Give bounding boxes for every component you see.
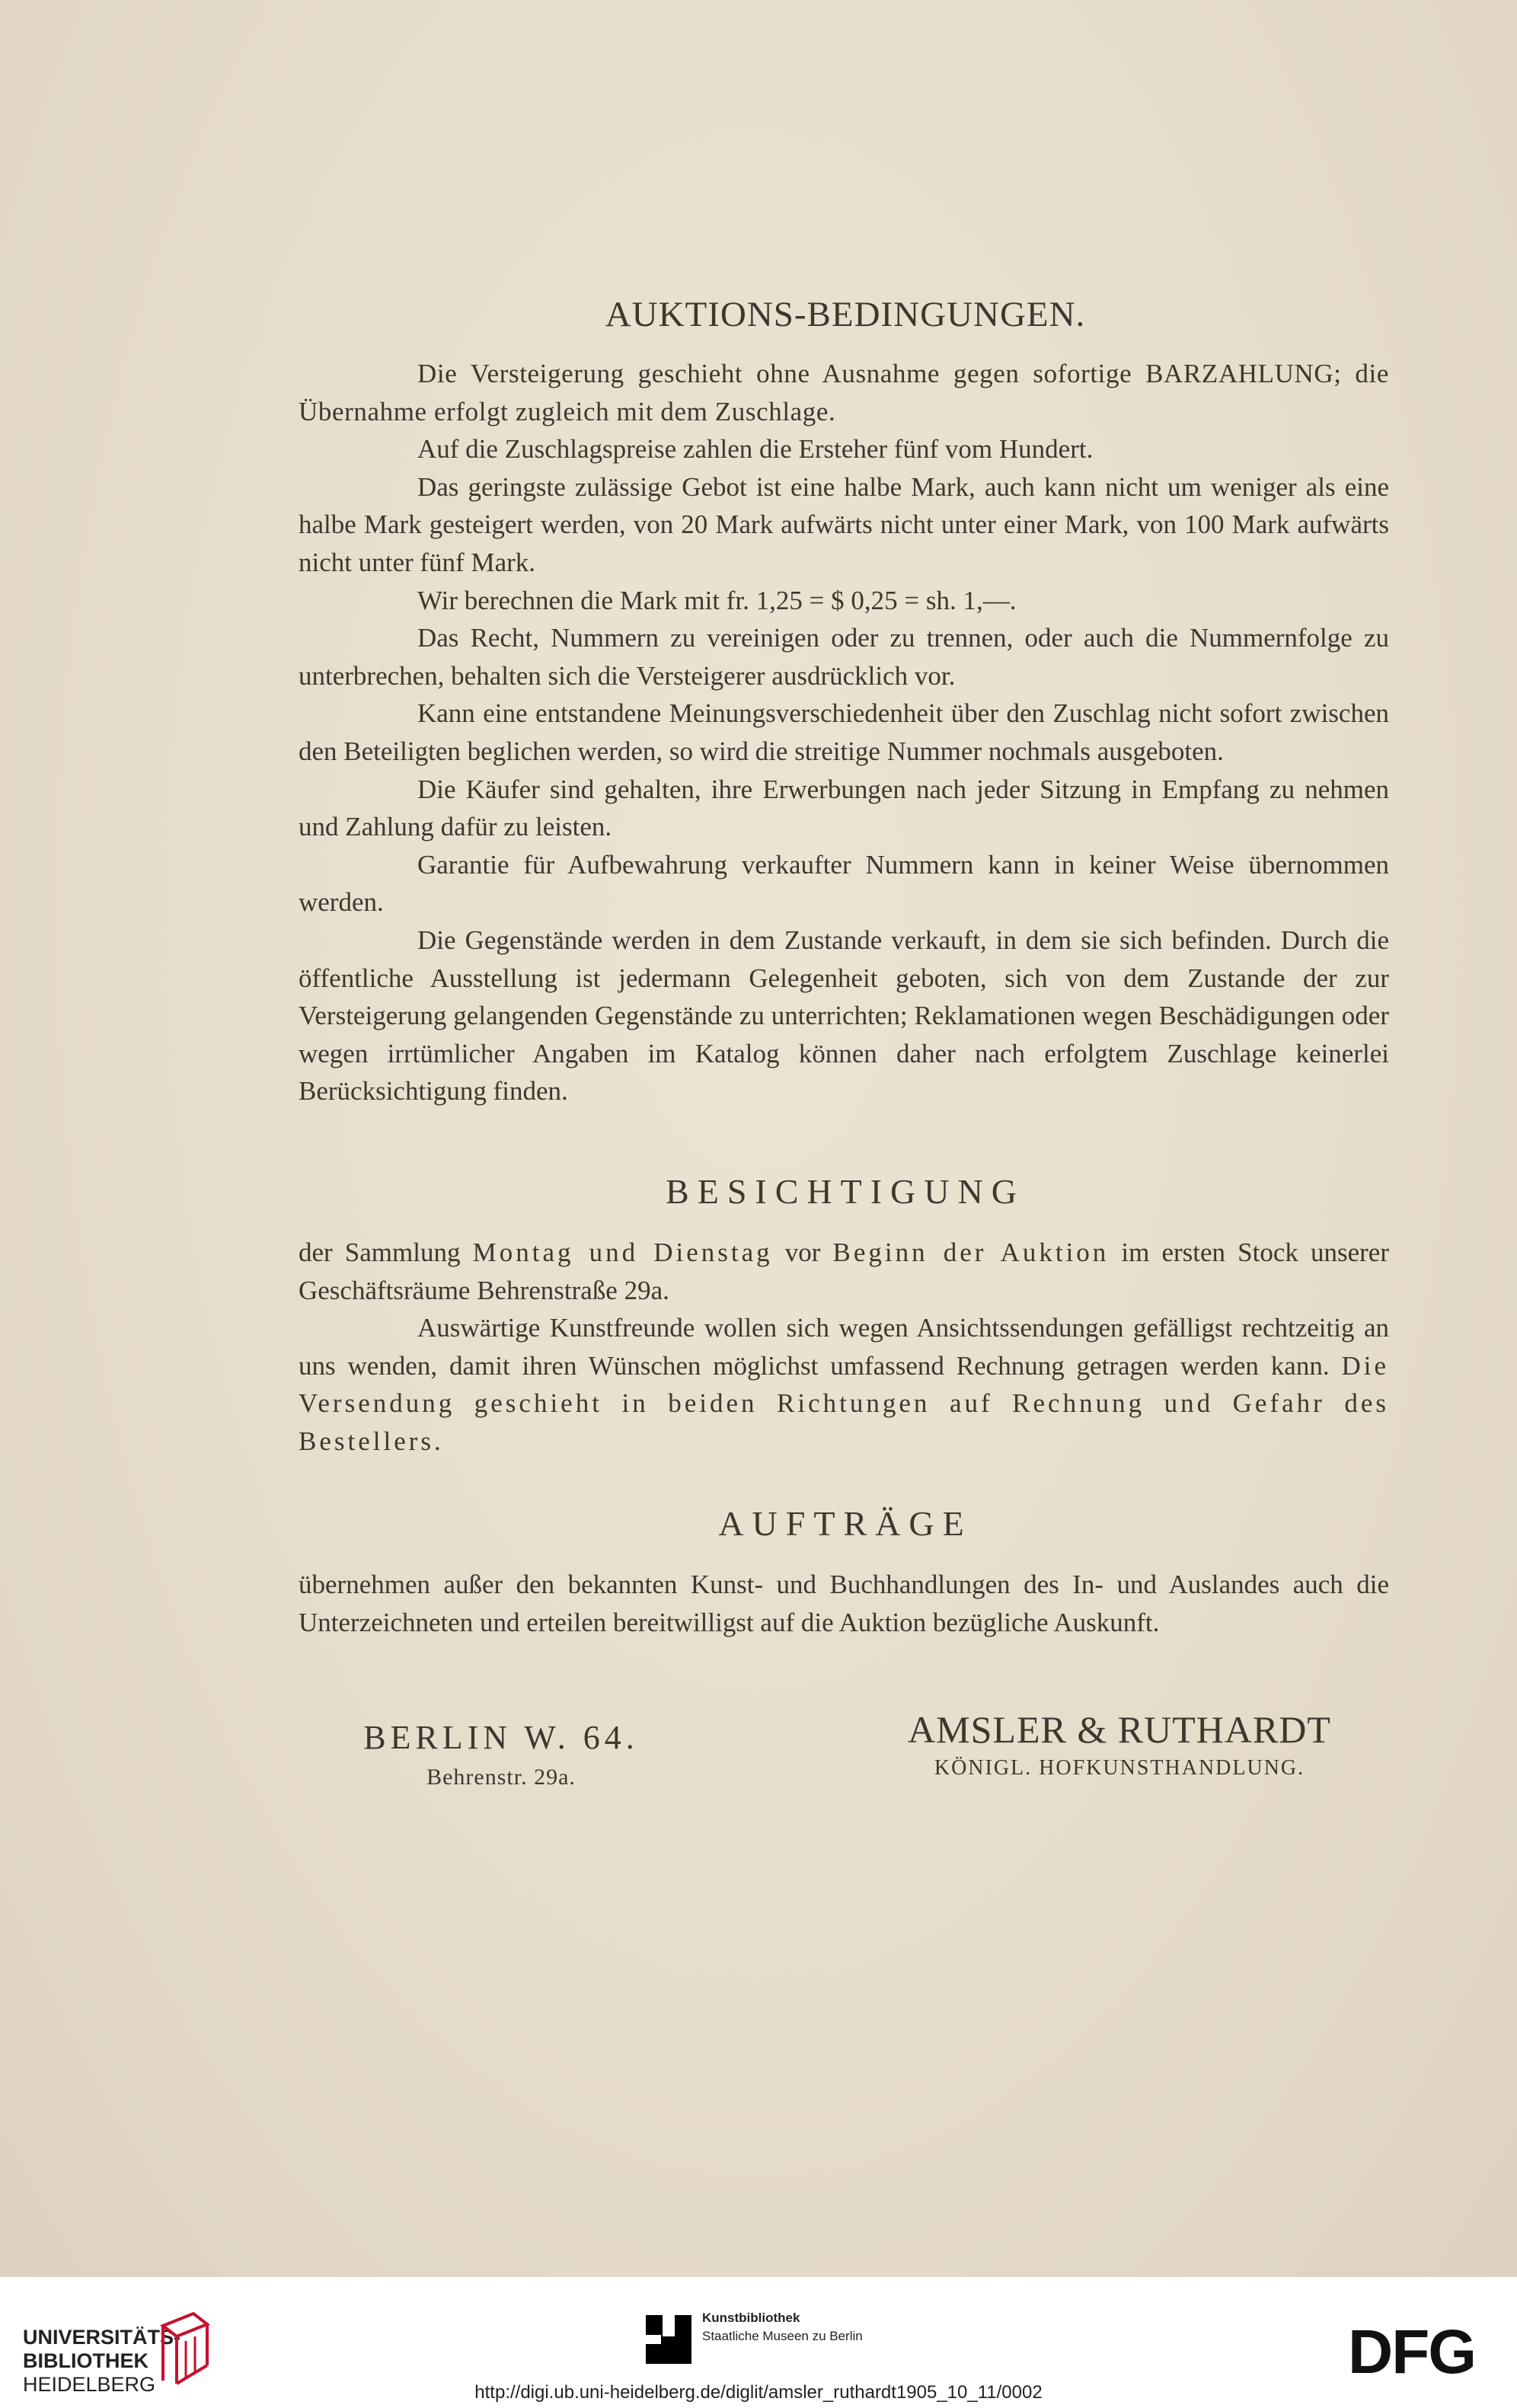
condition-paragraph: Garantie für Aufbewahrung verkaufter Nummern kann in keiner Weise übernommen werden.: [299, 849, 1389, 918]
condition-paragraph: Das Recht, Nummern zu vereinigen oder zu trennen, oder auch die Nummernfolge zu unterbrechen, behalten sich die Versteigerer ausdrücklich vor.: [299, 623, 1389, 691]
besichtigung-heading: BESICHTIGUNG: [666, 1172, 1025, 1211]
conditions-block: [299, 355, 1389, 1110]
digitization-bar: [0, 2277, 1517, 2408]
condition-paragraph: Wir berechnen die Mark mit fr. 1,25 = $ 0,25 = sh. 1,—.: [417, 585, 1017, 615]
street: Behrenstr. 29a.: [426, 1764, 576, 1790]
auftraege-block: [299, 1566, 1389, 1641]
condition-paragraph: Das geringste zulässige Gebot ist eine halbe Mark, auch kann nicht um weniger als eine halbe Mark gesteigert werden, von 20 Mark aufwärts nicht unter einer Mark, von 100 Mark aufwärts nicht unter fünf Mark.: [299, 471, 1389, 577]
library-logo-text: UNIVERSITÄTS- BIBLIOTHEK HEIDELBERG: [23, 2326, 181, 2396]
condition-paragraph: Die Gegenstände werden in dem Zustande verkauft, in dem sie sich befinden. Durch die öffentliche Ausstellung ist jedermann Gelegenheit geboten, sich von dem Zustande der zur Versteigerung gelangenden Gegenstände zu unterrichten; Reklamationen wegen Beschädigungen oder wegen irrtümlicher Angaben im Katalog können daher nach erfolgtem Zuschlage keinerlei Berücksichtigung finden.: [299, 925, 1389, 1107]
spaced-days: Montag und Dienstag: [472, 1238, 773, 1267]
permalink-url[interactable]: http://digi.ub.uni-heidelberg.de/diglit/amsler_ruthardt1905_10_11/0002: [474, 2382, 1043, 2403]
address-block: [349, 1718, 653, 1790]
kunstbibliothek-logo-icon: [646, 2315, 691, 2364]
dfg-logo: DFG: [1348, 2317, 1476, 2387]
besichtigung-block: [299, 1234, 1389, 1461]
city: BERLIN W. 64.: [363, 1719, 639, 1756]
besichtigung-paragraph: der Sammlung Montag und Dienstag vor Beginn der Auktion im ersten Stock unserer Geschäftsräume Behrenstraße 29a.: [299, 1238, 1389, 1305]
auftraege-paragraph: übernehmen außer den bekannten Kunst- und Buchhandlungen des In- und Auslandes auch die Unterzeichneten und erteilen bereitwilligst auf die Auktion bezügliche Auskunft.: [299, 1570, 1389, 1637]
condition-paragraph: Auf die Zuschlagspreise zahlen die Ersteher fünf vom Hundert.: [417, 434, 1094, 465]
condition-paragraph: Die Versteigerung geschieht ohne Ausnahme gegen sofortige BARZAHLUNG; die Übernahme erfolgt zugleich mit dem Zuschlage.: [299, 359, 1389, 426]
partner-text: Kunstbibliothek Staatliche Museen zu Berlin: [702, 2311, 863, 2343]
auftraege-heading: AUFTRÄGE: [718, 1504, 972, 1543]
condition-paragraph: Kann eine entstandene Meinungsverschiedenheit über den Zuschlag nicht sofort zwischen den Beteiligten beglichen werden, so wird die streitige Nummer nochmals ausgeboten.: [299, 698, 1389, 766]
firm-block: [883, 1707, 1356, 1780]
page-title: AUKTIONS-BEDINGUNGEN.: [605, 295, 1086, 334]
condition-paragraph: Die Käufer sind gehalten, ihre Erwerbungen nach jeder Sitzung in Empfang zu nehmen und Zahlung dafür zu leisten.: [299, 774, 1389, 842]
library-logo-icon: [157, 2311, 210, 2387]
firm-name: AMSLER & RUTHARDT: [908, 1708, 1331, 1751]
shipping-paragraph: Auswärtige Kunstfreunde wollen sich wegen Ansichtssendungen gefälligst rechtzeitig an uns wenden, damit ihren Wünschen möglichst umfassend Rechnung getragen werden kann. Die Versendung geschieht in beiden Richtungen auf Rechnung und Gefahr des Bestellers.: [299, 1313, 1389, 1456]
spaced-shipping-note: Die Versendung geschieht in beiden Richtungen auf Rechnung und Gefahr des Bestellers.: [299, 1350, 1389, 1456]
spaced-auction-start: Beginn der Auktion: [832, 1238, 1110, 1267]
firm-subtitle: KÖNIGL. HOFKUNSTHANDLUNG.: [934, 1756, 1305, 1780]
